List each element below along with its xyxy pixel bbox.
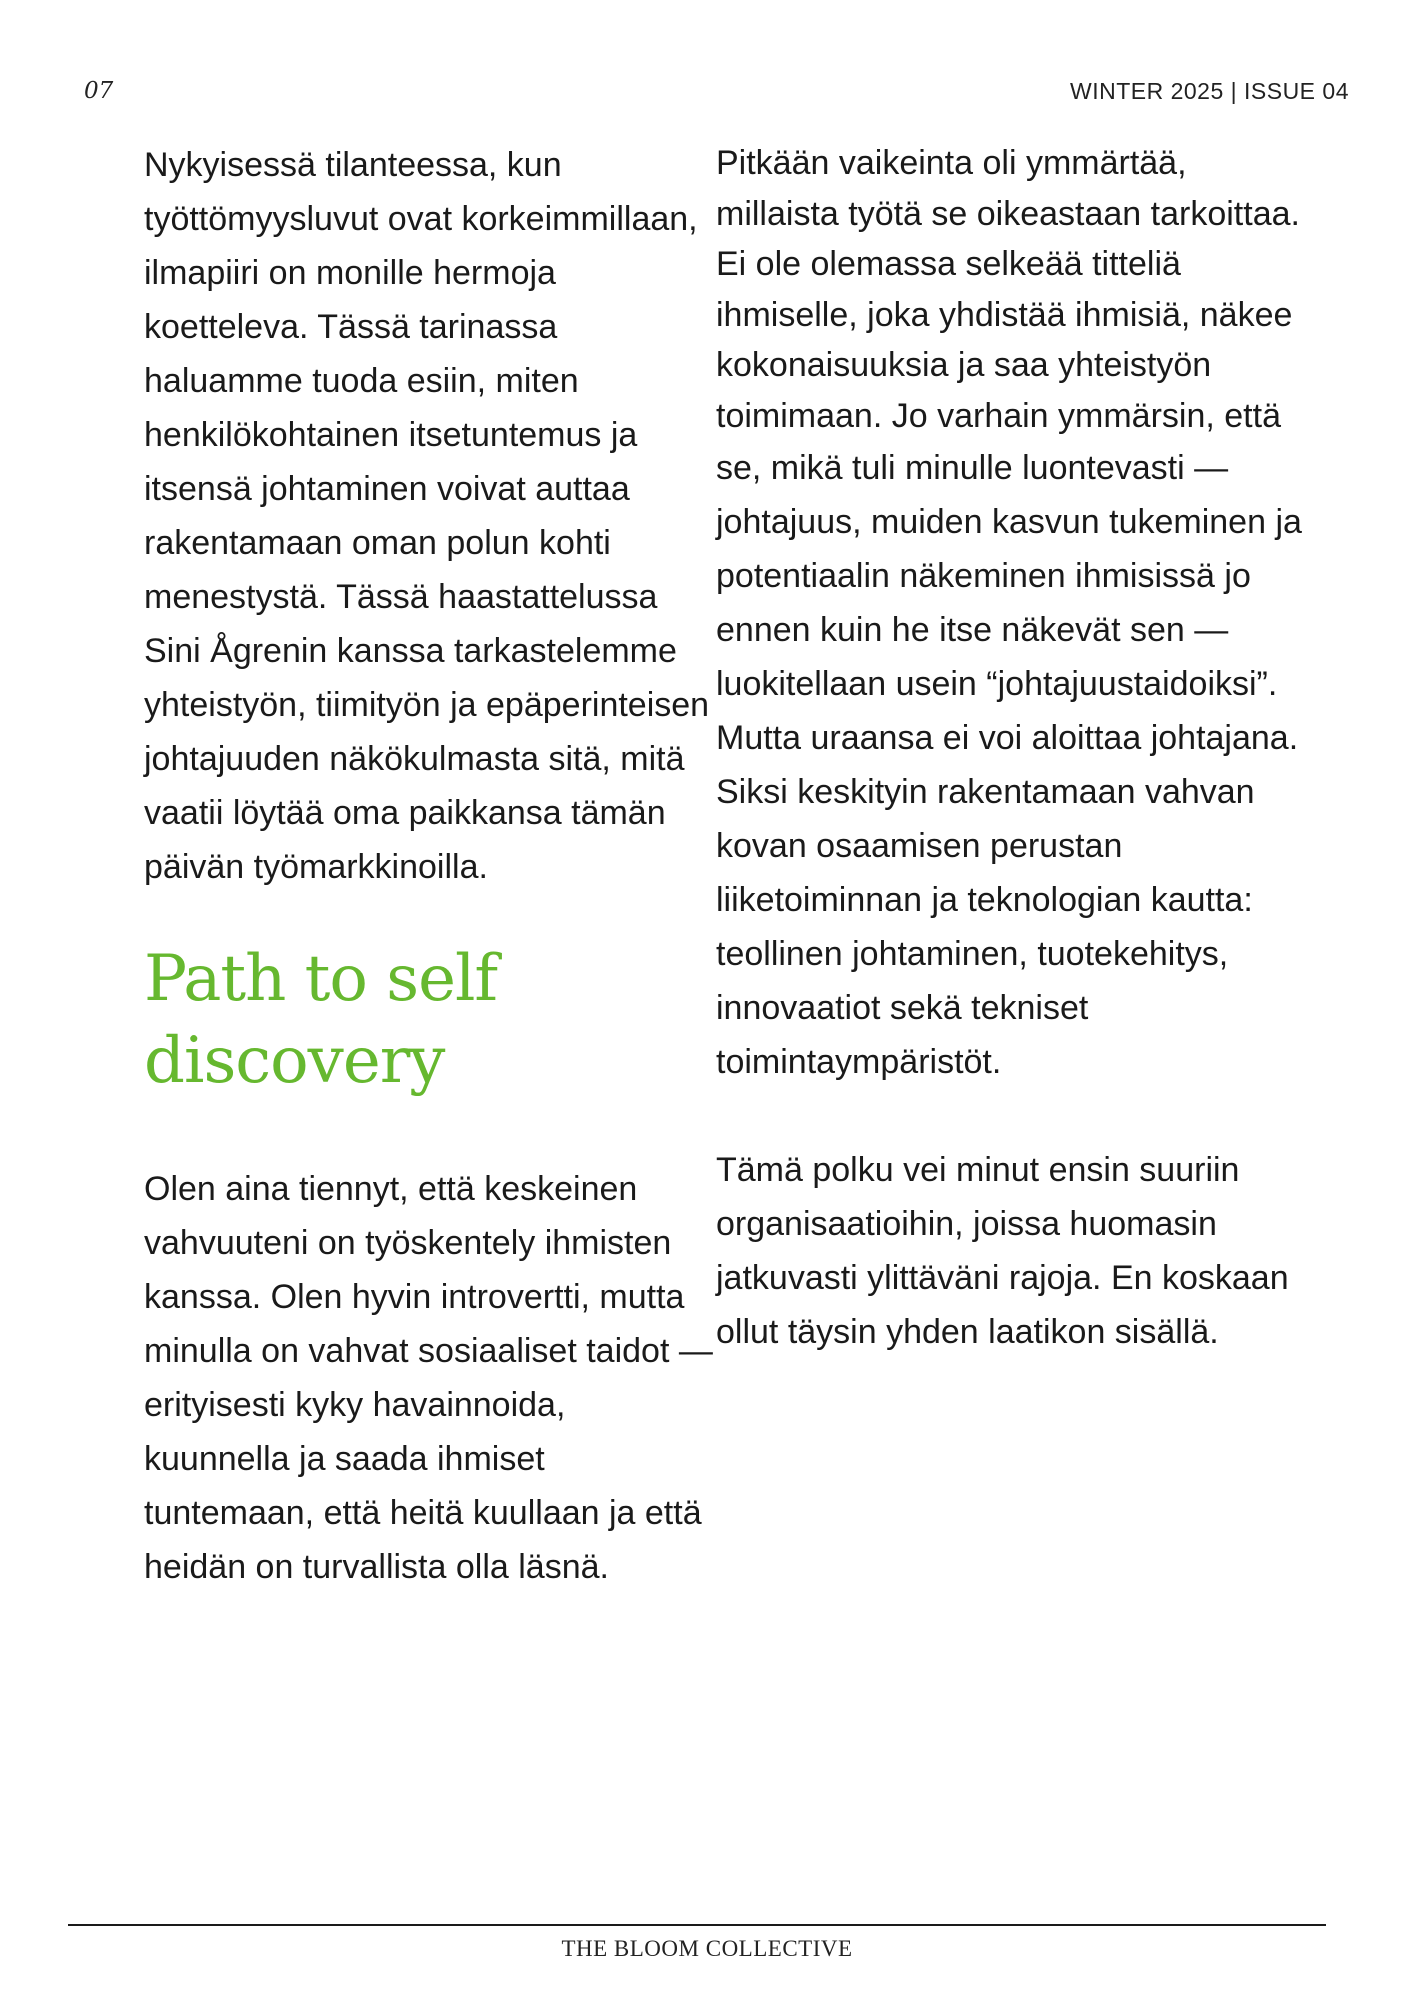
publication-title: THE BLOOM COLLECTIVE bbox=[561, 1936, 853, 1961]
footer-divider bbox=[68, 1924, 1326, 1926]
left-column bbox=[144, 138, 714, 1594]
body-paragraph: Pitkään vaikeinta oli ymmärtää, millaista työtä se oikeastaan tarkoittaa. Ei ole olemassa selkeää titteliä ihmiselle, joka yhdistää ihmisiä, näkee kokonaisuuksia ja saa yhteistyön toimimaan. Jo varhain ymmärsin, että bbox=[716, 144, 1300, 435]
right-column bbox=[716, 138, 1316, 1359]
body-paragraph: Tämä polku vei minut ensin suuriin organisaatioihin, joissa huomasin jatkuvasti ylittäväni rajoja. En koskaan ollut täysin yhden laatikon sisällä. bbox=[716, 1151, 1289, 1351]
issue-label: WINTER 2025 | ISSUE 04 bbox=[1069, 78, 1349, 104]
page-number: 07 bbox=[84, 78, 114, 104]
body-paragraph: Olen aina tiennyt, että keskeinen vahvuuteni on työskentely ihmisten kanssa. Olen hyvin introvertti, mutta minulla on vahvat sosiaaliset taidot — erityisesti kyky havainnoida, kuunnella ja saada ihmiset tuntemaan, että heitä kuullaan ja että heidän on turvallista olla läsnä. bbox=[144, 1170, 713, 1586]
intro-paragraph: Nykyisessä tilanteessa, kun työttömyysluvut ovat korkeimmillaan, ilmapiiri on monille hermoja koetteleva. Tässä tarinassa haluamme tuoda esiin, miten henkilökohtainen itsetuntemus ja itsensä johtaminen voivat auttaa rakentamaan oman polun kohti menestystä. Tässä haastattelussa Sini Ågrenin kanssa tarkastelemme yhteistyön, tiimityön ja epäperinteisen johtajuuden näkökulmasta sitä, mitä vaatii löytää oma paikkansa tämän päivän työmarkkinoilla. bbox=[144, 146, 710, 886]
section-heading: Path to self discovery bbox=[144, 942, 498, 1098]
body-paragraph: se, mikä tuli minulle luontevasti — johtajuus, muiden kasvun tukeminen ja potentiaalin näkeminen ihmisissä jo ennen kuin he itse näkevät sen — luokitellaan usein “johtajuustaidoiksi”. Mutta uraansa ei voi aloittaa johtajana. Siksi keskityin rakentamaan vahvan kovan osaamisen perustan liiketoiminnan ja teknologian kautta: teollinen johtaminen, tuotekehitys, innovaatiot sekä tekniset toimintaympäristöt. bbox=[716, 449, 1302, 1081]
